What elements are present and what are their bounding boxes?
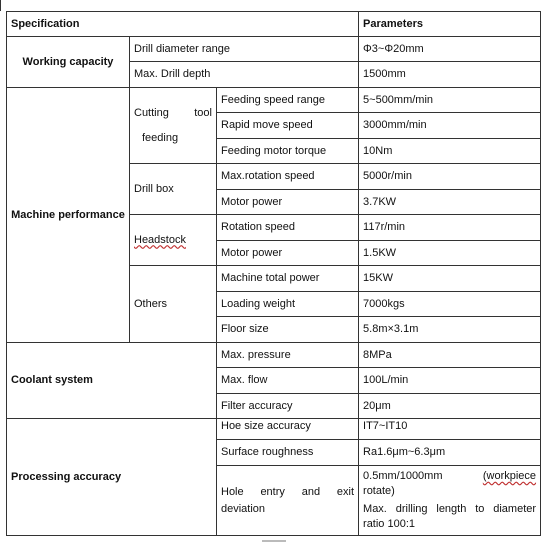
- table-row: [7, 37, 541, 62]
- group-word: feeding: [142, 131, 179, 144]
- section-coolant-system: Coolant system: [7, 343, 217, 419]
- value-part: Max. drilling length to diameter ratio 100:1: [363, 503, 537, 530]
- table-row: [7, 343, 541, 368]
- row-label: Floor size: [217, 317, 359, 343]
- label-word: deviation: [221, 502, 266, 515]
- row-value: 1500mm: [359, 62, 541, 88]
- group-cutting-tool-feeding: [130, 88, 217, 164]
- row-value: Φ3~Φ20mm: [359, 37, 541, 62]
- label-word: exit: [336, 485, 355, 498]
- row-label: Hoe size accuracy: [217, 419, 359, 440]
- group-headstock: [130, 215, 217, 266]
- row-label: Surface roughness: [217, 440, 359, 466]
- table-header-row: [7, 12, 541, 37]
- label-word: entry: [260, 485, 285, 498]
- row-value: 1.5KW: [359, 241, 541, 266]
- row-value: IT7~IT10: [359, 419, 541, 440]
- row-label: Max. Drill depth: [130, 62, 359, 88]
- row-value: 10Nm: [359, 139, 541, 164]
- group-word: Cutting: [134, 106, 169, 119]
- row-value: 20μm: [359, 394, 541, 419]
- group-word: tool: [194, 106, 212, 119]
- section-working-capacity: Working capacity: [7, 37, 130, 88]
- row-value: 117r/min: [359, 215, 541, 241]
- value-part: 0.5mm/1000mm: [363, 470, 443, 482]
- row-value: 100L/min: [359, 368, 541, 394]
- section-processing-accuracy: Processing accuracy: [7, 419, 217, 536]
- row-label: Rotation speed: [217, 215, 359, 241]
- table-row: [7, 419, 541, 440]
- label-word: Hole: [221, 485, 244, 498]
- row-label: Rapid move speed: [217, 113, 359, 139]
- label-word: and: [301, 485, 321, 498]
- row-label: Loading weight: [217, 292, 359, 317]
- specification-table: [6, 11, 541, 536]
- row-value: 5000r/min: [359, 164, 541, 190]
- header-specification: Specification: [7, 12, 359, 37]
- row-value-deviation: [359, 466, 541, 536]
- row-label: Drill diameter range: [130, 37, 359, 62]
- row-value: 5~500mm/min: [359, 88, 541, 113]
- value-part: rotate): [363, 485, 395, 497]
- row-label: Machine total power: [217, 266, 359, 292]
- row-label: Motor power: [217, 241, 359, 266]
- page-corner-line: [0, 0, 1, 11]
- row-label: Feeding motor torque: [217, 139, 359, 164]
- row-value: 8MPa: [359, 343, 541, 368]
- header-parameters: Parameters: [359, 12, 541, 37]
- value-part: (workpiece: [482, 470, 537, 482]
- row-label: Filter accuracy: [217, 394, 359, 419]
- group-drill-box: Drill box: [130, 164, 217, 215]
- row-label: Max.rotation speed: [217, 164, 359, 190]
- section-machine-performance: Machine performance: [7, 88, 130, 343]
- row-label-deviation: [217, 466, 359, 536]
- headstock-label: Headstock: [134, 233, 186, 246]
- table-row: [7, 88, 541, 113]
- page-bottom-mark: [262, 540, 286, 542]
- row-value: 3000mm/min: [359, 113, 541, 139]
- row-value: 5.8m×3.1m: [359, 317, 541, 343]
- row-value: 15KW: [359, 266, 541, 292]
- group-others: Others: [130, 266, 217, 343]
- row-label: Max. pressure: [217, 343, 359, 368]
- row-label: Feeding speed range: [217, 88, 359, 113]
- row-value: Ra1.6μm~6.3μm: [359, 440, 541, 466]
- row-label: Motor power: [217, 190, 359, 215]
- row-value: 7000kgs: [359, 292, 541, 317]
- row-value: 3.7KW: [359, 190, 541, 215]
- row-label: Max. flow: [217, 368, 359, 394]
